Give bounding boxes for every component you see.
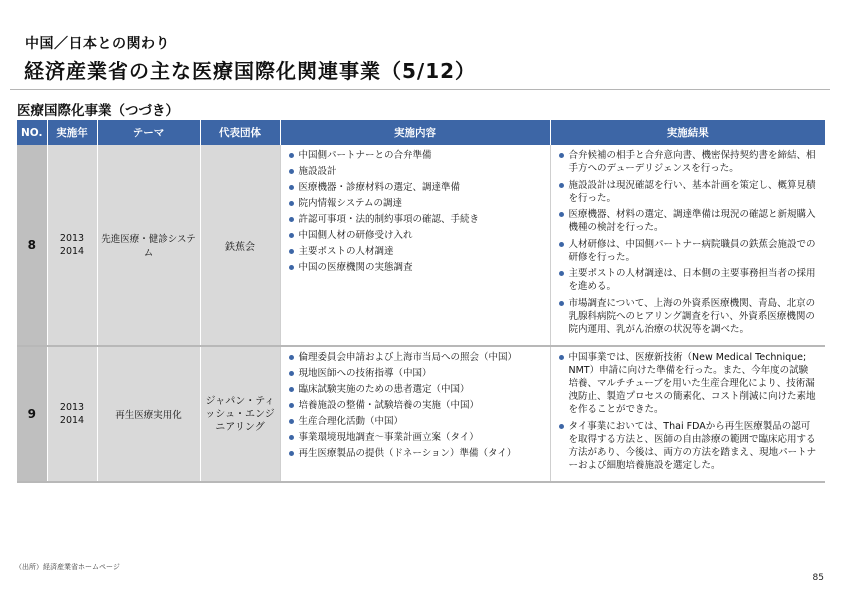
list-item: 中国側人材の研修受け入れ: [289, 229, 542, 242]
list-item: 市場調査について、上海の外資系医療機関、青島、北京の乳腺科病院へのヒアリング調査を行い、外資系医療機関の院内運用、乳がん治療の状況等を調べた。: [559, 297, 818, 336]
page-subtitle: 中国／日本との関わり: [25, 36, 170, 52]
row-years: [47, 145, 97, 346]
row-organization: 鉄蕉会: [200, 145, 280, 346]
list-item: 現地医師への技術指導（中国）: [289, 367, 542, 380]
year-end: 2014: [59, 415, 85, 426]
column-header-results: 実施結果: [550, 120, 825, 145]
list-item: 施設設計: [289, 165, 542, 178]
section-title: 医療国際化事業（つづき）: [17, 103, 179, 119]
projects-table: [17, 120, 825, 483]
source-note: （出所）経済産業省ホームページ: [15, 563, 120, 571]
list-item: 中国事業では、医療新技術（New Medical Technique; NMT）申請に向けた準備を行った。また、今年度の試験培養、マルチチューブを用いた生産合理化により、技術漏洩防止、製造プロセスの簡素化、コスト削減に向けた素地を作ることができた。: [559, 351, 818, 416]
results-list: [551, 145, 826, 345]
column-header-theme: テーマ: [97, 120, 200, 145]
list-item: 培養施設の整備・試験培養の実施（中国）: [289, 399, 542, 412]
page-title: 経済産業省の主な医療国際化関連事業（5/12）: [24, 59, 477, 83]
row-number: 8: [17, 145, 47, 346]
row-years: [47, 346, 97, 482]
list-item: 医療機器・診療材料の選定、調達準備: [289, 181, 542, 194]
row-contents: [280, 346, 550, 482]
table-header-row: [17, 120, 825, 145]
title-divider: [10, 89, 830, 90]
row-results: [550, 145, 825, 346]
list-item: 許認可事項・法的制約事項の確認、手続き: [289, 213, 542, 226]
list-item: 医療機器、材料の選定、調達準備は現況の確認と新規購入機種の検討を行った。: [559, 208, 818, 234]
table-row: [17, 145, 825, 346]
row-number: 9: [17, 346, 47, 482]
row-results: [550, 346, 825, 482]
list-item: 生産合理化活動（中国）: [289, 415, 542, 428]
contents-list: [281, 347, 550, 469]
list-item: 事業環境現地調査～事業計画立案（タイ）: [289, 431, 542, 444]
list-item: タイ事業においては、Thai FDAから再生医療製品の認可を取得する方法と、医師の自由診療の範囲で臨床応用する方法があり、今後は、両方の方法を踏まえ、現地パートナーおよび細胞培養施設を選定した。: [559, 420, 818, 472]
row-theme: 再生医療実用化: [97, 346, 200, 482]
page-number: 85: [812, 573, 824, 583]
list-item: 臨床試験実施のための患者選定（中国）: [289, 383, 542, 396]
contents-list: [281, 145, 550, 283]
column-header-organization: 代表団体: [200, 120, 280, 145]
column-header-year: 実施年: [47, 120, 97, 145]
row-theme: 先進医療・健診システム: [97, 145, 200, 346]
column-header-contents: 実施内容: [280, 120, 550, 145]
year-start: 2013: [59, 233, 85, 244]
table-row: [17, 346, 825, 482]
list-item: 再生医療製品の提供（ドネーション）準備（タイ）: [289, 447, 542, 460]
list-item: 倫理委員会申請および上海市当局への照会（中国）: [289, 351, 542, 364]
row-organization: ジャパン・ティッシュ・エンジニアリング: [200, 346, 280, 482]
list-item: 主要ポストの人材調達: [289, 245, 542, 258]
list-item: 院内情報システムの調達: [289, 197, 542, 210]
list-item: 中国の医療機関の実態調査: [289, 261, 542, 274]
list-item: 主要ポストの人材調達は、日本側の主要事務担当者の採用を進める。: [559, 267, 818, 293]
list-item: 施設設計は現況確認を行い、基本計画を策定し、概算見積を行った。: [559, 179, 818, 205]
list-item: 合弁候補の相手と合弁意向書、機密保持契約書を締結、相手方へのデューデリジェンスを行った。: [559, 149, 818, 175]
year-start: 2013: [59, 402, 85, 413]
list-item: 人材研修は、中国側パートナー病院職員の鉄蕉会施設での研修を行った。: [559, 238, 818, 264]
year-end: 2014: [59, 246, 85, 257]
column-header-no: NO.: [17, 120, 47, 145]
list-item: 中国側パートナーとの合弁準備: [289, 149, 542, 162]
row-contents: [280, 145, 550, 346]
results-list: [551, 347, 826, 481]
